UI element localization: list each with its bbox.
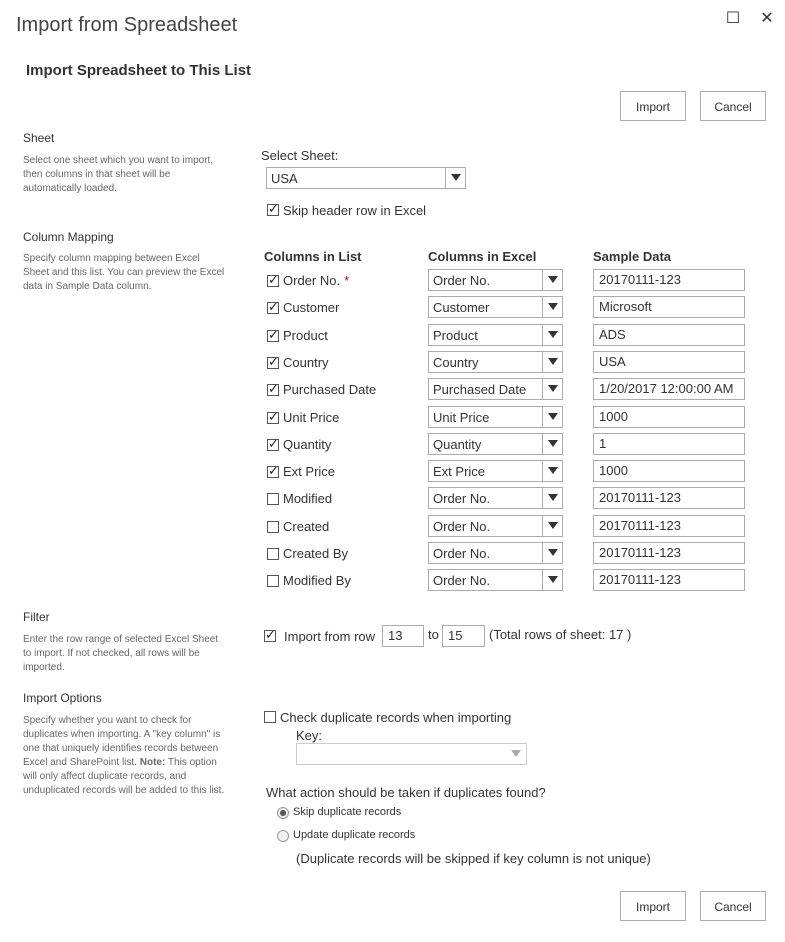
dialog-title: Import Spreadsheet to This List xyxy=(26,62,252,79)
excel-column-select[interactable] xyxy=(428,269,563,291)
excel-column-value: Order No. xyxy=(433,273,491,288)
note-label: Note: xyxy=(139,757,166,768)
duplicate-question: What action should be taken if duplicates found? xyxy=(266,785,546,800)
select-sheet-label: Select Sheet: xyxy=(261,148,339,163)
window-title: Import from Spreadsheet xyxy=(16,14,238,36)
sample-data-field[interactable]: 1 xyxy=(593,433,745,455)
sample-data-field[interactable]: 20170111-123 xyxy=(593,542,745,564)
skip-header-label: Skip header row in Excel xyxy=(283,203,427,218)
chevron-down-icon xyxy=(542,488,562,508)
import-options-heading: Import Options xyxy=(23,691,102,705)
mapping-row-name-text: Modified xyxy=(283,491,333,506)
filter-to-label: to xyxy=(428,627,439,642)
mapping-row-name xyxy=(283,300,343,315)
excel-column-select[interactable] xyxy=(428,569,563,591)
excel-column-select[interactable] xyxy=(428,433,563,455)
mapping-row-checkbox[interactable] xyxy=(267,412,279,424)
chevron-down-icon xyxy=(542,352,562,372)
excel-column-select[interactable] xyxy=(428,542,563,564)
excel-column-select[interactable] xyxy=(428,406,563,428)
excel-column-value: Unit Price xyxy=(433,410,490,425)
chevron-down-icon xyxy=(542,516,562,536)
mapping-row-name-text: Product xyxy=(283,328,328,343)
sample-data-field[interactable]: 1000 xyxy=(593,460,745,482)
sheet-section-heading: Sheet xyxy=(23,131,55,145)
maximize-icon[interactable]: ☐ xyxy=(725,10,741,27)
col-header-list: Columns in List xyxy=(264,249,362,264)
mapping-row-name xyxy=(283,328,332,343)
required-marker: * xyxy=(344,273,350,288)
excel-column-value: Ext Price xyxy=(433,464,486,479)
mapping-row-name-text: Created xyxy=(283,519,330,534)
excel-column-value: Product xyxy=(433,328,478,343)
sample-data-field[interactable]: 20170111-123 xyxy=(593,487,745,509)
key-label: Key: xyxy=(296,728,323,743)
excel-column-value: Order No. xyxy=(433,519,491,534)
mapping-row-checkbox[interactable] xyxy=(267,439,279,451)
mapping-row-name xyxy=(283,355,333,370)
sheet-section-desc: Select one sheet which you want to import, then columns in that sheet will be automatically loaded. xyxy=(23,155,214,194)
column-mapping-heading: Column Mapping xyxy=(23,230,114,244)
mapping-row-name-text: Unit Price xyxy=(283,410,340,425)
excel-column-value: Order No. xyxy=(433,491,491,506)
excel-column-value: Order No. xyxy=(433,573,491,588)
excel-column-select[interactable] xyxy=(428,515,563,537)
chevron-down-icon xyxy=(542,379,562,399)
chevron-down-icon xyxy=(542,570,562,590)
check-duplicate-checkbox[interactable] xyxy=(264,711,276,723)
column-mapping-desc: Specify column mapping between Excel Sheet and this list. You can preview the Excel data in Sample Data column. xyxy=(23,253,225,292)
sample-data-field[interactable]: 20170111-123 xyxy=(593,515,745,537)
cancel-button-top[interactable]: Cancel xyxy=(700,91,766,121)
filter-heading: Filter xyxy=(23,610,50,624)
import-button-bottom[interactable]: Import xyxy=(620,891,686,921)
excel-column-select[interactable] xyxy=(428,378,563,400)
skip-duplicates-radio[interactable] xyxy=(277,807,289,819)
mapping-row-checkbox[interactable] xyxy=(267,275,279,287)
sample-data-field[interactable]: 1/20/2017 12:00:00 AM xyxy=(593,378,745,400)
mapping-row-checkbox[interactable] xyxy=(267,575,279,587)
import-options-desc-1: Specify whether you want to check for duplicates when importing. A "key column" is one that uniquely identifies records between Excel and SharePoint list. xyxy=(23,715,221,768)
sheet-select[interactable] xyxy=(266,167,466,189)
import-options-desc xyxy=(23,714,228,798)
chevron-down-icon xyxy=(542,297,562,317)
duplicate-note: (Duplicate records will be skipped if key column is not unique) xyxy=(296,851,651,866)
excel-column-select[interactable] xyxy=(428,351,563,373)
mapping-row-name xyxy=(283,546,352,561)
mapping-row-name-text: Country xyxy=(283,355,329,370)
mapping-row-name-text: Created By xyxy=(283,546,349,561)
skip-header-checkbox[interactable] xyxy=(267,204,279,216)
mapping-row-name xyxy=(283,519,333,534)
col-header-excel: Columns in Excel xyxy=(428,249,537,264)
mapping-row-name-text: Purchased Date xyxy=(283,382,377,397)
filter-to-input[interactable]: 15 xyxy=(442,625,485,647)
excel-column-value: Country xyxy=(433,355,479,370)
chevron-down-icon xyxy=(511,750,521,757)
filter-desc: Enter the row range of selected Excel Sheet to import. If not checked, all rows will be imported. xyxy=(23,634,219,673)
chevron-down-icon xyxy=(542,407,562,427)
cancel-button-bottom[interactable]: Cancel xyxy=(700,891,766,921)
mapping-row-name-text: Order No. xyxy=(283,273,341,288)
import-options-desc-2: This option will only affect duplicate records, and unduplicated records will be added to this list. xyxy=(23,757,225,796)
mapping-row-checkbox[interactable] xyxy=(267,466,279,478)
excel-column-value: Purchased Date xyxy=(433,382,527,397)
update-duplicates-label: Update duplicate records xyxy=(293,829,416,841)
mapping-row-name-text: Customer xyxy=(283,300,340,315)
sample-data-field[interactable]: 1000 xyxy=(593,406,745,428)
mapping-row-name xyxy=(283,410,343,425)
chevron-down-icon xyxy=(542,325,562,345)
sample-data-field[interactable]: ADS xyxy=(593,324,745,346)
filter-from-input[interactable]: 13 xyxy=(382,625,424,647)
mapping-row-name-text: Quantity xyxy=(283,437,332,452)
mapping-row-name xyxy=(283,437,335,452)
sample-data-field[interactable]: USA xyxy=(593,351,745,373)
excel-column-select[interactable] xyxy=(428,460,563,482)
filter-label: Import from row xyxy=(284,629,376,644)
mapping-row-checkbox[interactable] xyxy=(267,548,279,560)
filter-checkbox[interactable] xyxy=(264,630,276,642)
mapping-row-name xyxy=(283,273,349,288)
mapping-row-name xyxy=(283,464,339,479)
sample-data-field[interactable]: 20170111-123 xyxy=(593,269,745,291)
sheet-select-value: USA xyxy=(271,171,298,186)
close-icon[interactable]: ✕ xyxy=(760,10,774,27)
check-duplicate-label: Check duplicate records when importing xyxy=(280,710,512,725)
mapping-row-checkbox[interactable] xyxy=(267,357,279,369)
mapping-row-name xyxy=(283,573,355,588)
excel-column-value: Order No. xyxy=(433,546,491,561)
key-select[interactable] xyxy=(296,743,527,765)
import-button-top[interactable]: Import xyxy=(620,91,686,121)
col-header-sample: Sample Data xyxy=(593,249,672,264)
excel-column-value: Quantity xyxy=(433,437,482,452)
update-duplicates-radio[interactable] xyxy=(277,830,289,842)
mapping-row-name-text: Modified By xyxy=(283,573,351,588)
mapping-row-checkbox[interactable] xyxy=(267,302,279,314)
filter-total-text: (Total rows of sheet: 17 ) xyxy=(489,627,632,642)
excel-column-select[interactable] xyxy=(428,324,563,346)
chevron-down-icon xyxy=(445,168,465,188)
mapping-row-checkbox[interactable] xyxy=(267,521,279,533)
mapping-row-name xyxy=(283,382,380,397)
chevron-down-icon xyxy=(542,461,562,481)
excel-column-value: Customer xyxy=(433,300,490,315)
mapping-row-checkbox[interactable] xyxy=(267,493,279,505)
excel-column-select[interactable] xyxy=(428,296,563,318)
mapping-row-checkbox[interactable] xyxy=(267,384,279,396)
sample-data-field[interactable]: Microsoft xyxy=(593,296,745,318)
skip-duplicates-label: Skip duplicate records xyxy=(293,806,402,818)
mapping-row-name xyxy=(283,491,336,506)
mapping-row-checkbox[interactable] xyxy=(267,330,279,342)
chevron-down-icon xyxy=(542,543,562,563)
chevron-down-icon xyxy=(542,434,562,454)
chevron-down-icon xyxy=(542,270,562,290)
mapping-row-name-text: Ext Price xyxy=(283,464,336,479)
sample-data-field[interactable]: 20170111-123 xyxy=(593,569,745,591)
excel-column-select[interactable] xyxy=(428,487,563,509)
